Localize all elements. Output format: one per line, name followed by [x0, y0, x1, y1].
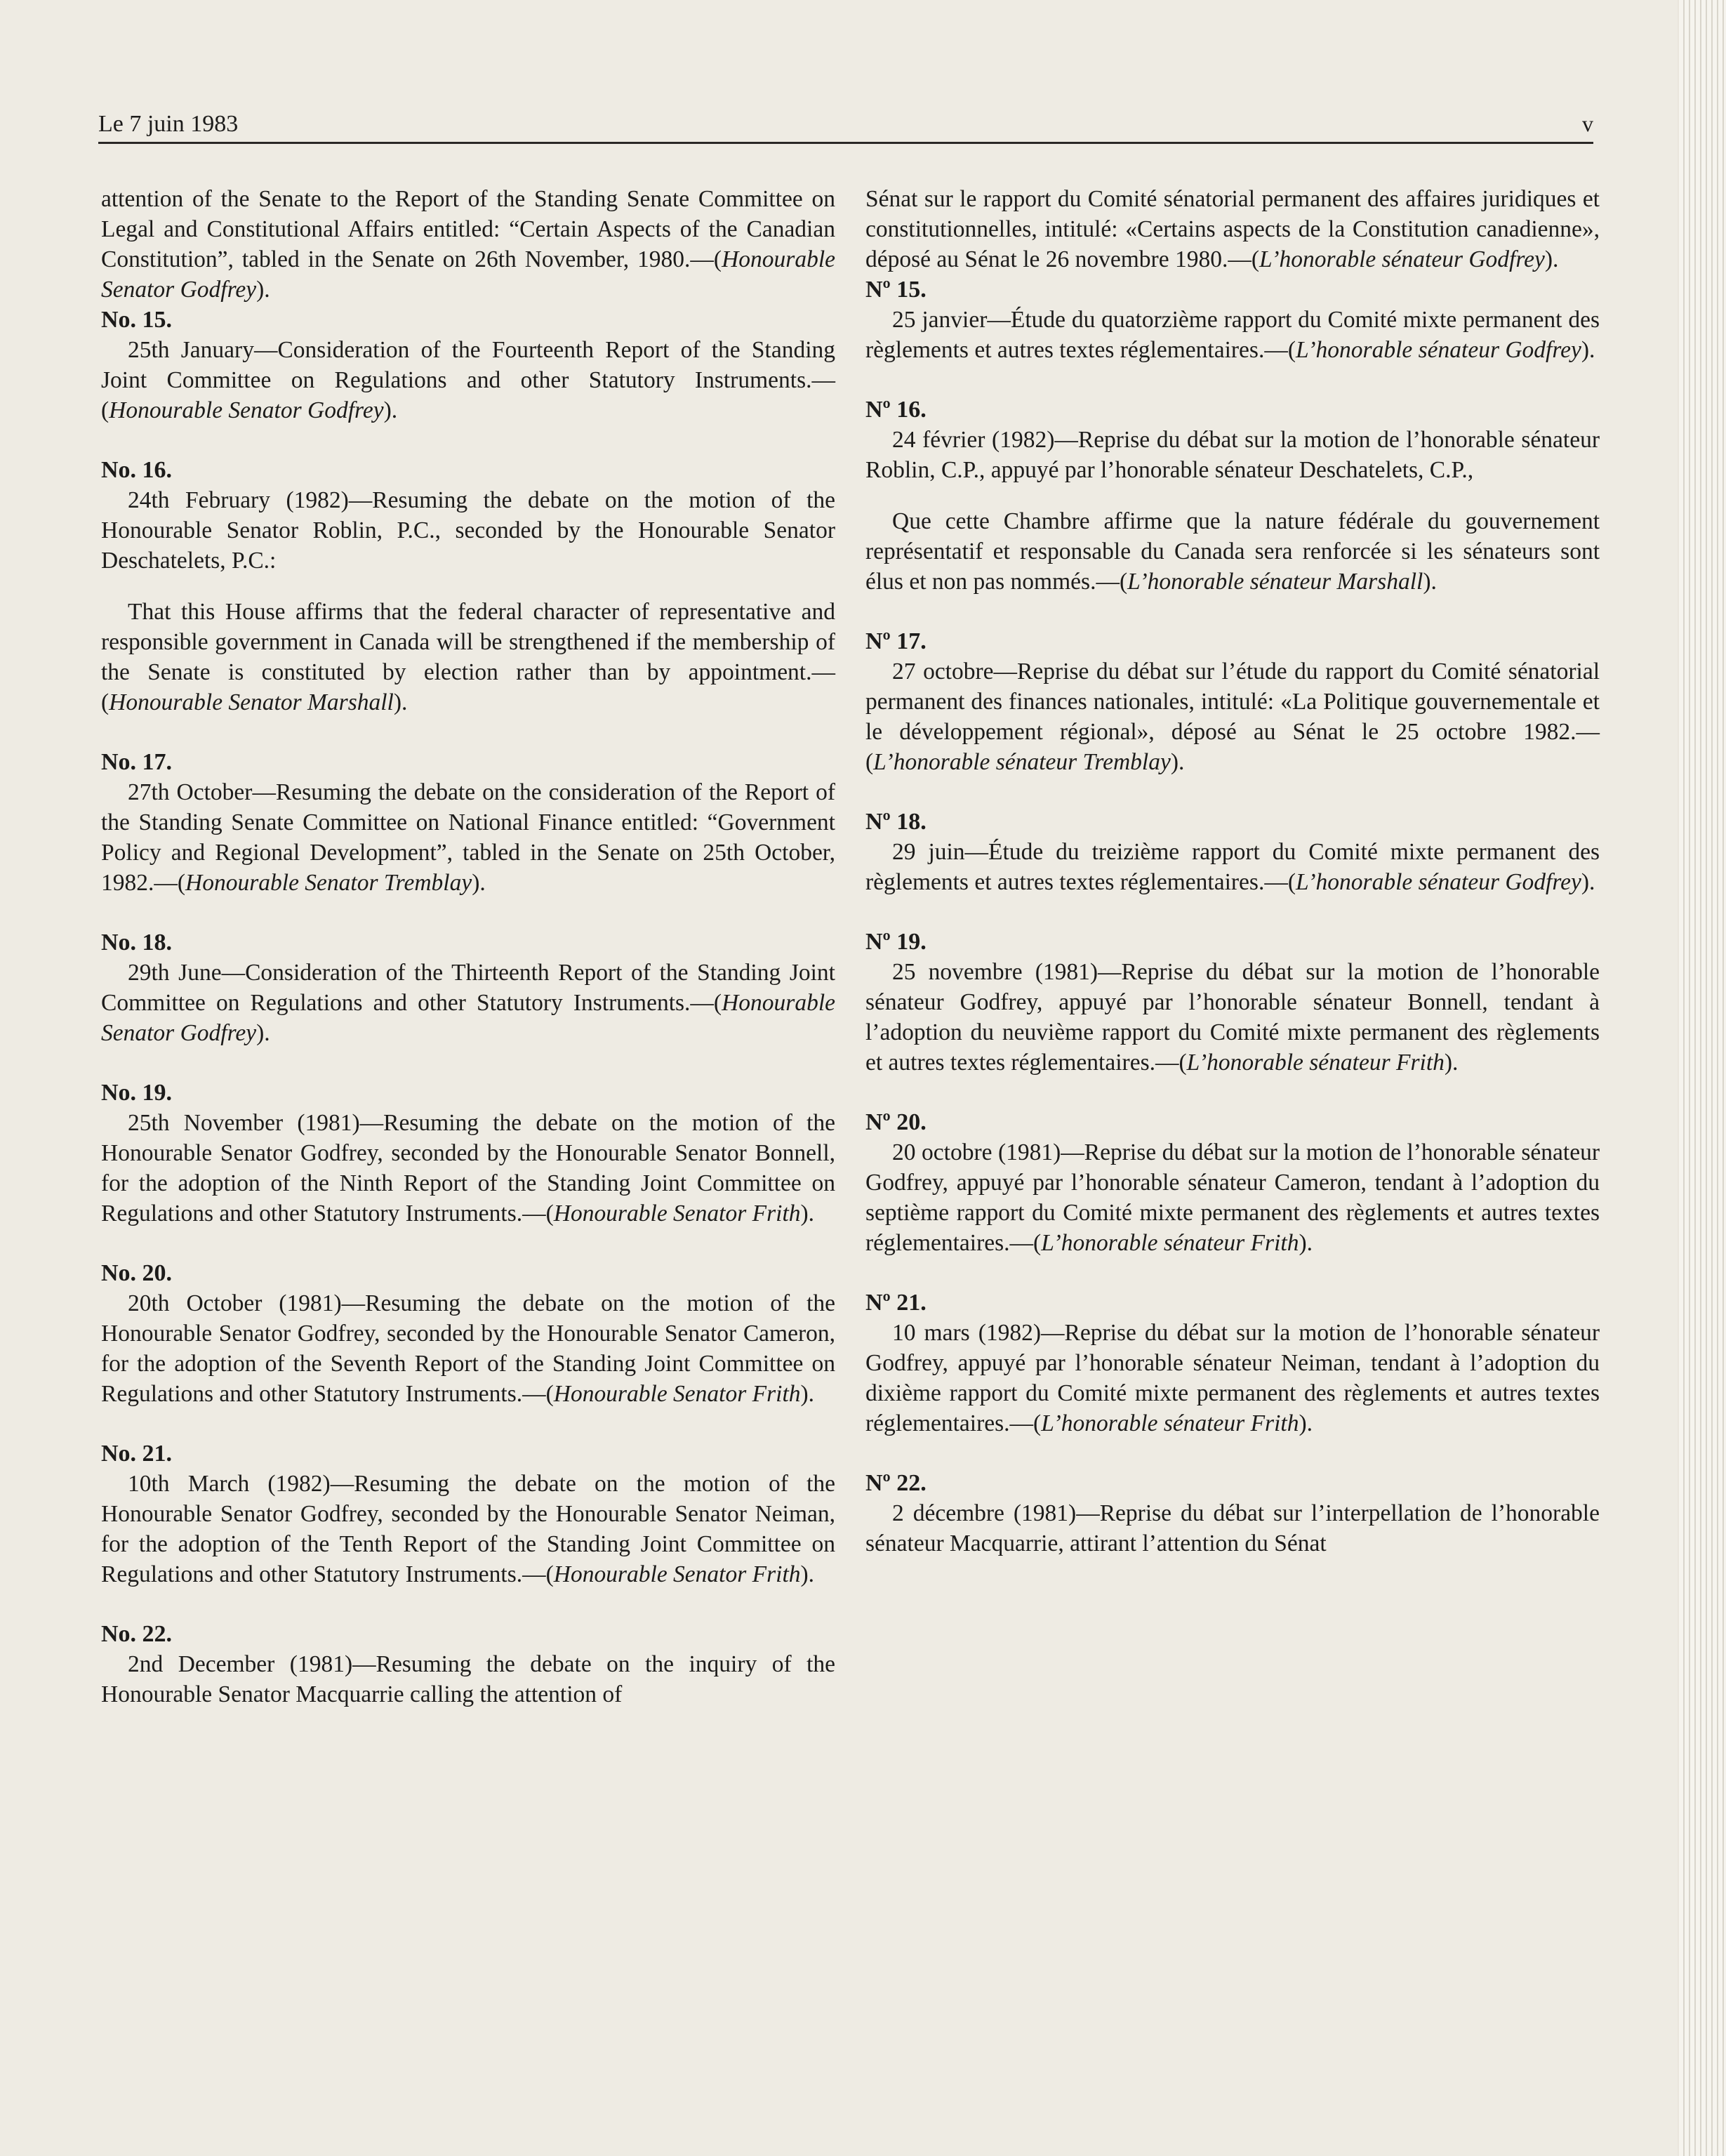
order-item [865, 927, 1600, 1078]
header-date: Le 7 juin 1983 [98, 111, 239, 137]
header-rule [98, 142, 1593, 144]
order-item [101, 927, 835, 1048]
order-item [101, 455, 835, 717]
sponsor-name: Honourable Senator Godfrey [101, 990, 835, 1046]
order-number: No. 19. [101, 1080, 173, 1106]
sponsor-name: Honourable Senator Marshall [109, 689, 394, 715]
order-text: 25th November (1981)—Resuming the debate on the motion of the Honourable Senator Godfrey, seconded by the Honourable Senator Bonnell, for the adoption of the Ninth Report of the Standing Joint Committee on Regulations and other Statutory Instruments.—(Honourable Senator Frith). [101, 1110, 835, 1226]
order-text: 2nd December (1981)—Resuming the debate on the inquiry of the Honourable Senator Macquarrie calling the attention of [101, 1651, 835, 1707]
order-number: Nº 21. [865, 1290, 927, 1316]
order-text: 29th June—Consideration of the Thirteenth Report of the Standing Joint Committee on Regulations and other Statutory Instruments.—(Honourable Senator Godfrey). [101, 960, 835, 1046]
page-number: v [1582, 111, 1593, 136]
order-text: 10th March (1982)—Resuming the debate on the motion of the Honourable Senator Godfrey, seconded by the Honourable Senator Neiman, for the adoption of the Tenth Report of the Standing Joint Committee on Regulations and other Statutory Instruments.—(Honourable Senator Frith). [101, 1471, 835, 1587]
continued-paragraph: attention of the Senate to the Report of the Standing Senate Committee on Legal and Constitutional Affairs entitled: “Certain Aspects of the Canadian Constitution”, tabled in the Senate on 26th November, 1980.—(Honourable Senator Godfrey). [101, 186, 835, 303]
sponsor-name: Honourable Senator Frith [553, 1201, 801, 1226]
motion-text: That this House affirms that the federal character of representative and responsible government in Canada will be strengthened if the membership of the Senate is constituted by election rather than by appointment.—(Honourable Senator Marshall). [101, 599, 835, 715]
english-column [101, 184, 835, 1739]
order-number: No. 15. [101, 307, 173, 333]
order-text: 29 juin—Étude du treizième rapport du Comité mixte permanent des règlements et autres textes réglementaires.—(L’honorable sénateur Godfrey). [865, 839, 1600, 895]
order-text: 20th October (1981)—Resuming the debate on the motion of the Honourable Senator Godfrey, seconded by the Honourable Senator Cameron, for the adoption of the Seventh Report of the Standing Joint Committee on Regulations and other Statutory Instruments.—(Honourable Senator Frith). [101, 1290, 835, 1407]
order-item [101, 1439, 835, 1589]
order-number: Nº 15. [865, 277, 927, 303]
order-number: Nº 16. [865, 397, 927, 423]
continued-paragraph: Sénat sur le rapport du Comité sénatorial permanent des affaires juridiques et constitutionnelles, intitulé: «Certains aspects de la Constitution canadienne», déposé au Sénat le 26 novembre 1980.—(L’honorable sénateur Godfrey). [865, 186, 1600, 272]
order-number: Nº 17. [865, 628, 927, 654]
order-text: 25th January—Consideration of the Fourteenth Report of the Standing Joint Committee on Regulations and other Statutory Instruments.—(Honourable Senator Godfrey). [101, 337, 835, 423]
order-item [865, 1468, 1600, 1559]
order-number: No. 21. [101, 1441, 173, 1467]
order-number: Nº 22. [865, 1470, 927, 1496]
sponsor-name: L’honorable sénateur Frith [1041, 1230, 1299, 1256]
sponsor-name: Honourable Senator Godfrey [109, 397, 384, 423]
order-item [101, 1078, 835, 1229]
order-text: 25 janvier—Étude du quatorzième rapport du Comité mixte permanent des règlements et autres textes réglementaires.—(L’honorable sénateur Godfrey). [865, 307, 1600, 363]
order-number: No. 18. [101, 930, 173, 955]
order-item [101, 1619, 835, 1709]
order-text: 27th October—Resuming the debate on the consideration of the Report of the Standing Senate Committee on National Finance entitled: “Government Policy and Regional Development”, tabled in the Senate on 25th October, 1982.—(Honourable Senator Tremblay). [101, 779, 835, 896]
order-number: No. 17. [101, 749, 173, 775]
french-column [865, 184, 1600, 1588]
sponsor-name: L’honorable sénateur Frith [1041, 1410, 1299, 1436]
order-text: 10 mars (1982)—Reprise du débat sur la motion de l’honorable sénateur Godfrey, appuyé par l’honorable sénateur Neiman, tendant à l’adoption du dixième rapport du Comité mixte permanent des règlements et autres textes réglementaires.—(L’honorable sénateur Frith). [865, 1320, 1600, 1436]
sponsor-name: L’honorable sénateur Marshall [1127, 569, 1423, 595]
order-text: 24 février (1982)—Reprise du débat sur la motion de l’honorable sénateur Roblin, C.P., appuyé par l’honorable sénateur Deschatelets, C.P., [865, 427, 1600, 483]
order-text: 2 décembre (1981)—Reprise du débat sur l’interpellation de l’honorable sénateur Macquarrie, attirant l’attention du Sénat [865, 1500, 1600, 1556]
sponsor-name: Honourable Senator Frith [553, 1381, 801, 1407]
motion-text: Que cette Chambre affirme que la nature fédérale du gouvernement représentatif et responsable du Canada sera renforcée si les sénateurs sont élus et non pas nommés.—(L’honorable sénateur Marshall). [865, 508, 1600, 595]
order-number: Nº 20. [865, 1109, 927, 1135]
sponsor-name: L’honorable sénateur Tremblay [873, 749, 1171, 775]
sponsor-name: L’honorable sénateur Godfrey [1295, 869, 1581, 895]
sponsor-name: Honourable Senator Frith [553, 1561, 801, 1587]
page-header [98, 111, 1593, 146]
order-text: 24th February (1982)—Resuming the debate on the motion of the Honourable Senator Roblin, P.C., seconded by the Honourable Senator Deschatelets, P.C.: [101, 487, 835, 574]
order-text: 27 octobre—Reprise du débat sur l’étude du rapport du Comité sénatorial permanent des finances nationales, intitulé: «La Politique gouvernementale et le développement régional», déposé au Sénat le 25 octobre 1982.—(L’honorable sénateur Tremblay). [865, 659, 1600, 775]
order-item [865, 1107, 1600, 1258]
order-item [865, 626, 1600, 777]
sponsor-name: L’honorable sénateur Godfrey [1295, 337, 1581, 363]
order-number: Nº 19. [865, 929, 927, 955]
order-number: No. 16. [101, 457, 173, 483]
order-item [101, 747, 835, 898]
page-edge [1679, 0, 1726, 2156]
order-item [865, 395, 1600, 597]
order-item [101, 1258, 835, 1409]
order-number: No. 20. [101, 1260, 173, 1286]
order-text: 25 novembre (1981)—Reprise du débat sur la motion de l’honorable sénateur Godfrey, appuyé par l’honorable sénateur Bonnell, tendant à l’adoption du neuvième rapport du Comité mixte permanent des règlements et autres textes réglementaires.—(L’honorable sénateur Frith). [865, 959, 1600, 1076]
sponsor-name: Honourable Senator Tremblay [185, 870, 472, 896]
order-item [865, 807, 1600, 897]
order-item [101, 305, 835, 425]
order-text: 20 octobre (1981)—Reprise du débat sur la motion de l’honorable sénateur Godfrey, appuyé par l’honorable sénateur Cameron, tendant à l’adoption du septième rapport du Comité mixte permanent des règlements et autres textes réglementaires.—(L’honorable sénateur Frith). [865, 1139, 1600, 1256]
order-item [865, 275, 1600, 365]
order-item [865, 1288, 1600, 1439]
order-number: Nº 18. [865, 809, 927, 835]
order-number: No. 22. [101, 1621, 173, 1647]
sponsor-name: L’honorable sénateur Frith [1186, 1050, 1445, 1076]
